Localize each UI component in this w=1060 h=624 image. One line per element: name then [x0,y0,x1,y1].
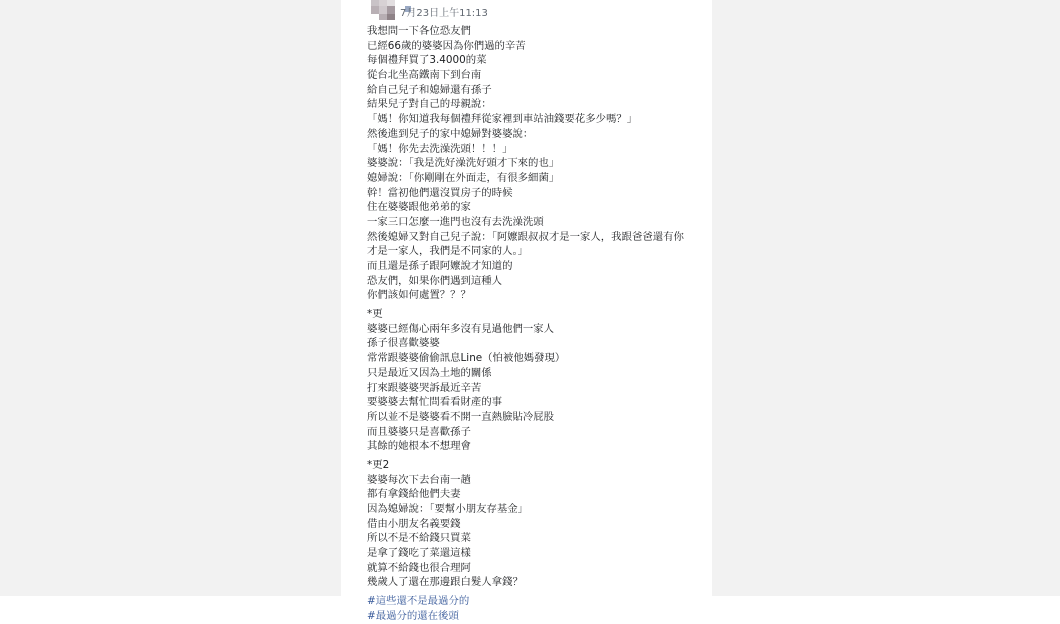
post-line: 所以並不是婆婆看不開一直熱臉貼冷屁股 [367,410,555,423]
post-line: 要婆婆去幫忙問看看財產的事 [367,396,503,409]
post-paragraph-update-1 [367,307,707,454]
post-paragraph-update-2 [367,458,707,590]
post-line: 才是一家人，我們是不同家的人。」 [367,245,529,258]
post-line: 都有拿錢給他們夫妻 [367,488,461,501]
post-line: 結果兒子對自己的母親說： [367,98,492,111]
post-line: 恐友們，如果你們遇到這種人 [367,274,503,287]
post-timestamp[interactable]: 7月23日上午11:13 [400,8,488,19]
post-line: *更2 [367,458,390,471]
post-line: 住在婆婆跟他弟弟的家 [367,201,471,214]
post-line: 然後進到兒子的家中媳婦對婆婆說： [367,127,534,140]
post-paragraph-main [367,24,707,303]
post-line: 一家三口怎麼一進門也沒有去洗澡洗頭 [367,215,544,228]
post-line: 打來跟婆婆哭訴最近辛苦 [367,381,482,394]
post-line: 婆婆每次下去台南一趟 [367,473,471,486]
post-line: 因為媳婦說：「要幫小朋友存基金」 [367,503,529,515]
post-line: 就算不給錢也很合理阿 [367,561,471,574]
post-body [367,24,707,624]
post-line: 孫子很喜歡婆婆 [367,337,440,350]
post-line: 每個禮拜買了3.4000的菜 [367,54,487,67]
post-line: 只是最近又因為土地的關係 [367,366,492,379]
left-background-panel [0,0,341,596]
post-line: 幾歲人了還在那邊跟白髮人拿錢？ [367,576,523,589]
post-line: 媳婦說：「你剛剛在外面走，有很多細菌」 [367,171,560,184]
post-line: 已經66歲的婆婆因為你們過的辛苦 [367,39,526,52]
post-line: 是拿了錢吃了菜還這樣 [367,547,471,560]
hashtag-list [367,594,707,623]
post-line: 「媽！你先去洗澡洗頭！！！」 [367,142,513,155]
post-line: 幹！當初他們還沒買房子的時候 [367,186,513,199]
post-line: 借由小朋友名義要錢 [367,517,461,530]
right-background-panel [712,0,1060,596]
post-line: 而且還是孫子跟阿嬤說才知道的 [367,260,513,272]
post-line: *更 [367,308,383,321]
post-line: 而且婆婆只是喜歡孫子 [367,425,471,438]
hashtag-link[interactable]: #最過分的還在後頭 [367,609,459,622]
post-line: 你們該如何處置？？？ [367,289,471,302]
hashtag-link[interactable]: #這些還不是最過分的 [367,595,470,608]
post-line: 婆婆已經傷心兩年多沒有見過他們一家人 [367,322,555,335]
post-card [341,0,712,622]
post-line: 常常跟婆婆偷偷訊息Line（怕被他媽發現） [367,352,566,365]
post-line: 其餘的她根本不想理會 [367,440,471,453]
post-line: 「媽！你知道我每個禮拜從家裡到車站油錢要花多少嗎？」 [367,113,638,126]
post-line: 給自己兒子和媳婦還有孫子 [367,83,492,96]
post-line: 從台北坐高鐵南下到台南 [367,69,482,82]
post-line: 然後媳婦又對自己兒子說：「阿嬤跟叔叔才是一家人，我跟爸爸還有你 [367,230,684,243]
post-line: 所以不是不給錢只買菜 [367,532,471,545]
post-line: 我想問一下各位恐友們 [367,25,471,37]
post-line: 婆婆說：「我是洗好澡洗好頭才下來的也」 [367,157,560,170]
